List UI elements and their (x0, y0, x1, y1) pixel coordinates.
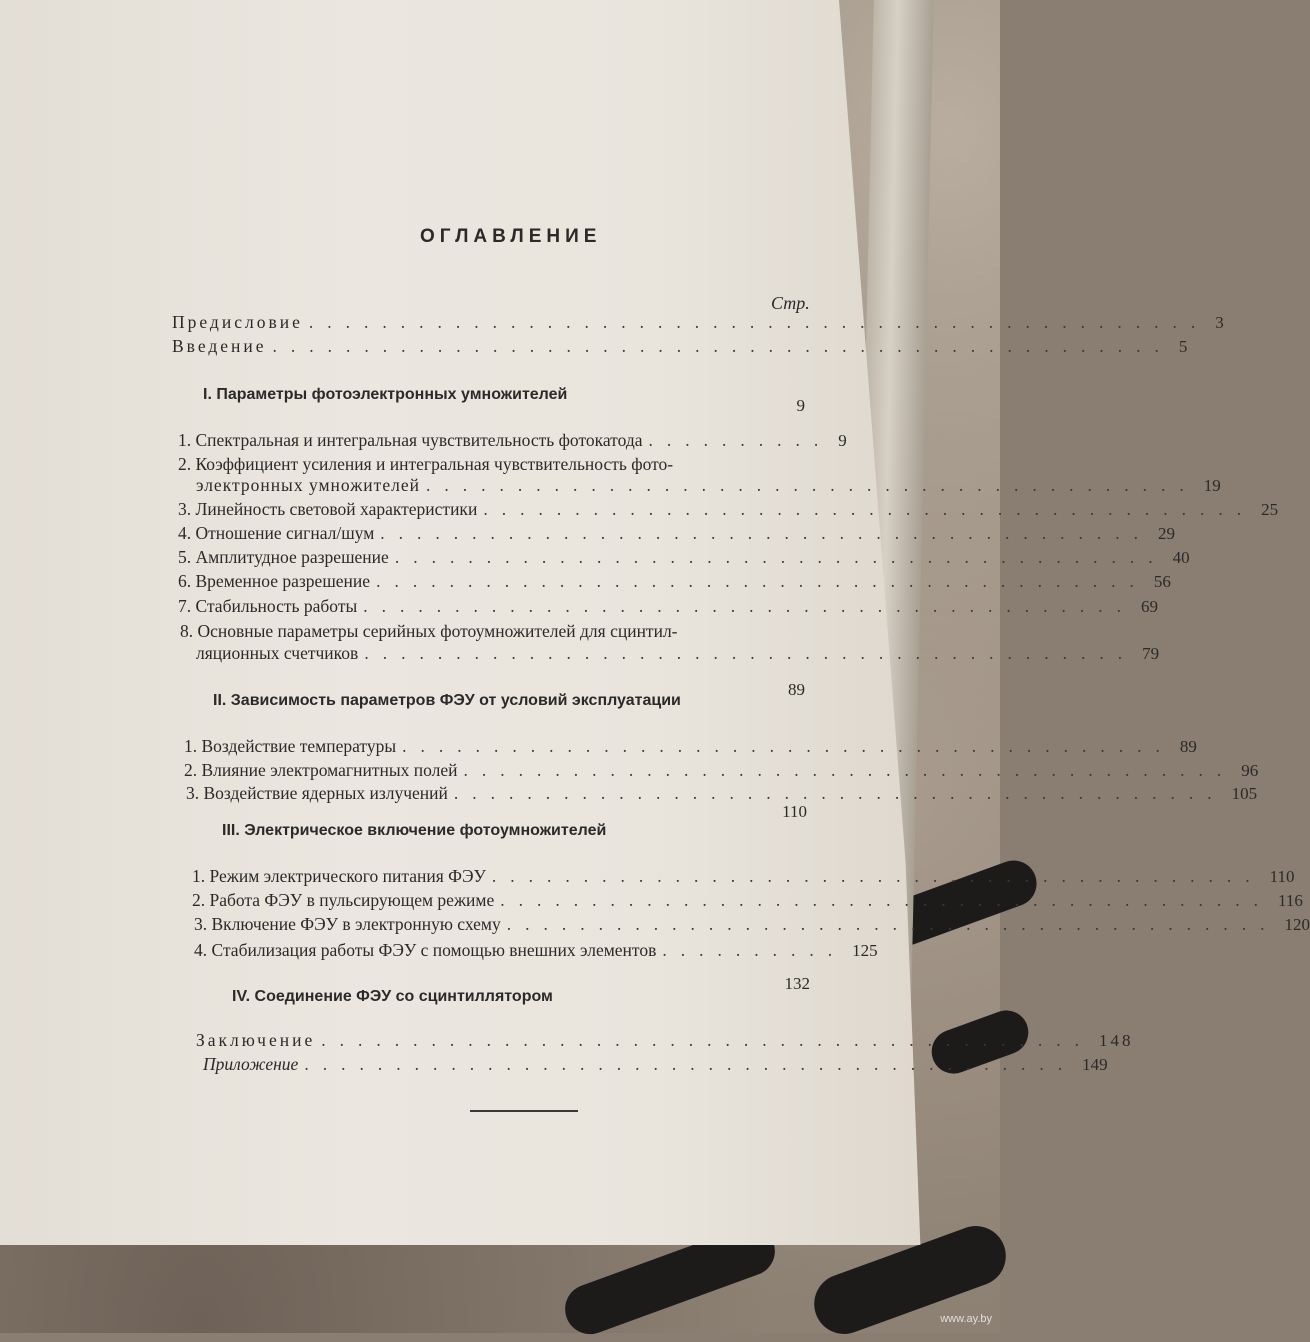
toc-entry: электронных умножителей .......................................... 19 (196, 475, 1221, 495)
toc-entry: 6. Временное разрешение .......................................... 56 (178, 571, 1171, 591)
toc-entry: 1. Воздействие температуры .......................................... 89 (184, 736, 1197, 756)
toc-entry: 1. Режим электрического питания ФЭУ .......................................... 110 (192, 866, 1295, 886)
toc-entry-conclusion: Заключение .......................................... 148 (196, 1030, 1134, 1050)
toc-entry: 1. Спектральная и интегральная чувствительность фотокатода .......... 9 (178, 430, 847, 450)
watermark: www.ay.by (940, 1313, 992, 1325)
toc-entry: 4. Отношение сигнал/шум .......................................... 29 (178, 523, 1176, 543)
end-rule (470, 1110, 578, 1112)
chapter-3-page: 110 (782, 802, 807, 821)
toc-entry: 7. Стабильность работы .......................................... 69 (178, 596, 1158, 616)
toc-heading: ОГЛАВЛЕНИЕ (420, 226, 602, 247)
chapter-3-title: III. Электрическое включение фотоумножителей (222, 822, 607, 839)
chapter-4-page: 132 (784, 974, 810, 993)
toc-entry: 4. Стабилизация работы ФЭУ с помощью внешних элементов .......... 125 (194, 940, 878, 960)
toc-entry-introduction: Введение ................................................. 5 (172, 336, 1191, 356)
toc-entry: 2. Работа ФЭУ в пульсирующем режиме .......................................... 116 (192, 890, 1303, 910)
toc-entry: 2. Влияние электромагнитных полей .......................................... 96 (184, 760, 1259, 780)
chapter-1-title: I. Параметры фотоэлектронных умножителей (203, 386, 568, 403)
toc-entry: 8. Основные параметры серийных фотоумножителей для сцинтил- (180, 621, 678, 641)
chapter-2-title: II. Зависимость параметров ФЭУ от условий эксплуатации (213, 692, 681, 709)
chapter-2-page: 89 (788, 680, 805, 699)
toc-entry-appendix: Приложение .......................................... 149 (203, 1054, 1108, 1074)
toc-entry: ляционных счетчиков .......................................... 79 (196, 643, 1160, 663)
toc-entry: 3. Воздействие ядерных излучений .......................................... 105 (186, 783, 1258, 803)
toc-entry: 3. Включение ФЭУ в электронную схему .......................................... 120 (194, 914, 1310, 934)
chapter-4-title: IV. Соединение ФЭУ со сцинтиллятором (232, 988, 553, 1005)
toc-entry-preface: Предисловие ................................................. 3 (172, 312, 1227, 332)
chapter-1-page: 9 (796, 396, 805, 415)
toc-entry: 2. Коэффициент усиления и интегральная чувствительность фото- (178, 454, 674, 474)
toc-entry: 3. Линейность световой характеристики .......................................... 25 (178, 499, 1279, 519)
toc-entry: 5. Амплитудное разрешение .......................................... 40 (178, 547, 1190, 567)
page-column-header: Стр. (771, 293, 810, 313)
